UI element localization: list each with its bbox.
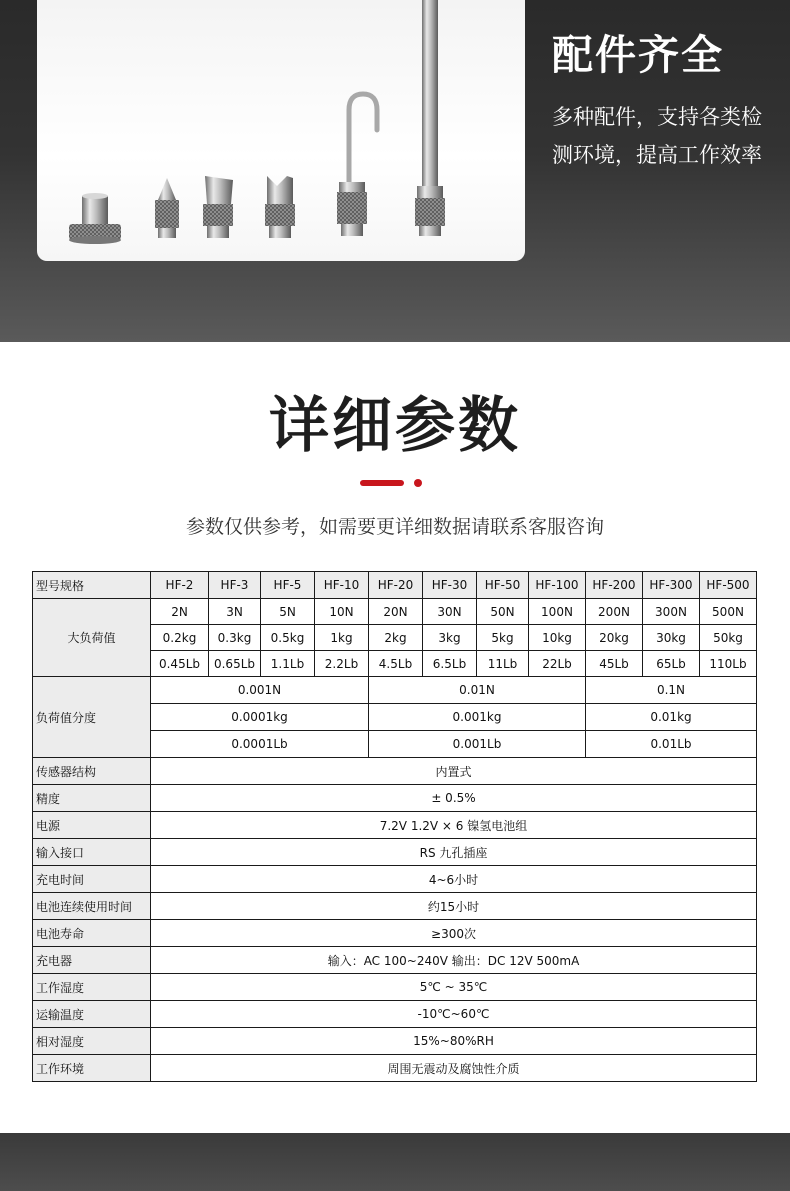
max-load-cell: 22Lb [529, 651, 586, 677]
spec-value-cell: -10℃~60℃ [151, 1001, 757, 1028]
max-load-cell: 20N [369, 599, 423, 625]
resolution-cell: 0.0001Lb [151, 731, 369, 758]
max-load-cell: 65Lb [643, 651, 700, 677]
table-row [33, 920, 757, 947]
table-row [33, 758, 757, 785]
max-load-cell: 30N [423, 599, 477, 625]
spec-value-cell: 15%~80%RH [151, 1028, 757, 1055]
table-row [33, 1028, 757, 1055]
max-load-cell: 0.45Lb [151, 651, 209, 677]
flat-head-tip [69, 193, 121, 244]
table-row [33, 599, 757, 625]
table-row [33, 785, 757, 812]
max-load-cell: 2kg [369, 625, 423, 651]
model-cell: HF-500 [700, 572, 757, 599]
spec-value-cell: 5℃ ~ 35℃ [151, 974, 757, 1001]
max-load-cell: 45Lb [586, 651, 643, 677]
max-load-cell: 10N [315, 599, 369, 625]
spec-label-cell: 充电时间 [33, 866, 151, 893]
table-row [33, 947, 757, 974]
table-row [33, 1001, 757, 1028]
resolution-cell: 0.01N [369, 677, 586, 704]
max-load-cell: 2N [151, 599, 209, 625]
spec-label-cell: 传感器结构 [33, 758, 151, 785]
resolution-cell: 0.001Lb [369, 731, 586, 758]
max-load-cell: 3kg [423, 625, 477, 651]
resolution-cell: 0.01Lb [586, 731, 757, 758]
hook-tip [337, 94, 377, 236]
table-row [33, 677, 757, 704]
max-load-cell: 3N [209, 599, 261, 625]
spec-label-cell: 运输温度 [33, 1001, 151, 1028]
max-load-cell: 30kg [643, 625, 700, 651]
max-load-cell: 110Lb [700, 651, 757, 677]
table-row [33, 893, 757, 920]
spec-value-cell: 输入：AC 100~240V 输出：DC 12V 500mA [151, 947, 757, 974]
spec-value-cell: ± 0.5% [151, 785, 757, 812]
table-row [33, 839, 757, 866]
bottom-band [0, 1133, 790, 1191]
model-cell: HF-3 [209, 572, 261, 599]
section-title: 详细参数 [269, 391, 521, 461]
spec-table [32, 571, 757, 1082]
resolution-cell: 0.001N [151, 677, 369, 704]
spec-value-cell: 7.2V 1.2V × 6 镍氢电池组 [151, 812, 757, 839]
spec-value-cell: 约15小时 [151, 893, 757, 920]
model-cell: HF-30 [423, 572, 477, 599]
max-load-cell: 20kg [586, 625, 643, 651]
notched-tip [265, 176, 295, 238]
table-row [33, 1055, 757, 1082]
max-load-cell: 100N [529, 599, 586, 625]
accessories-illustration [37, 0, 525, 261]
resolution-cell: 0.001kg [369, 704, 586, 731]
promo-title: 配件齐全 [552, 31, 724, 79]
spec-label-cell: 电池寿命 [33, 920, 151, 947]
spec-label-cell: 精度 [33, 785, 151, 812]
spec-label-cell: 电源 [33, 812, 151, 839]
max-load-cell: 50N [477, 599, 529, 625]
section-subtitle: 参数仅供参考，如需要更详细数据请联系客服咨询 [185, 516, 604, 538]
max-load-cell: 6.5Lb [423, 651, 477, 677]
spec-value-cell: 4~6小时 [151, 866, 757, 893]
title-underline [360, 480, 404, 486]
model-cell: HF-50 [477, 572, 529, 599]
resolution-label-cell: 负荷值分度 [33, 677, 151, 758]
max-load-cell: 50kg [700, 625, 757, 651]
max-load-label-cell: 大负荷值 [33, 599, 151, 677]
max-load-cell: 1kg [315, 625, 369, 651]
table-row [33, 572, 757, 599]
accessories-photo [37, 0, 525, 261]
cone-tip [155, 178, 179, 238]
table-row [33, 812, 757, 839]
spec-value-cell: 周围无震动及腐蚀性介质 [151, 1055, 757, 1082]
max-load-cell: 0.5kg [261, 625, 315, 651]
title-dot [414, 479, 422, 487]
model-cell: HF-5 [261, 572, 315, 599]
spec-label-cell: 相对湿度 [33, 1028, 151, 1055]
model-cell: HF-2 [151, 572, 209, 599]
model-cell: HF-10 [315, 572, 369, 599]
model-cell: HF-200 [586, 572, 643, 599]
spec-value-cell: ≥300次 [151, 920, 757, 947]
max-load-cell: 2.2Lb [315, 651, 369, 677]
resolution-cell: 0.01kg [586, 704, 757, 731]
accessory-banner [0, 0, 790, 342]
max-load-cell: 10kg [529, 625, 586, 651]
promo-description: 多种配件，支持各类检测环境，提高工作效率 [552, 105, 762, 167]
model-cell: HF-300 [643, 572, 700, 599]
model-cell: HF-100 [529, 572, 586, 599]
spec-value-cell: RS 九孔插座 [151, 839, 757, 866]
max-load-cell: 0.3kg [209, 625, 261, 651]
resolution-cell: 0.1N [586, 677, 757, 704]
max-load-cell: 5kg [477, 625, 529, 651]
spec-label-cell: 充电器 [33, 947, 151, 974]
model-label-cell: 型号规格 [33, 572, 151, 599]
max-load-cell: 0.2kg [151, 625, 209, 651]
model-cell: HF-20 [369, 572, 423, 599]
spec-label-cell: 工作环境 [33, 1055, 151, 1082]
resolution-cell: 0.0001kg [151, 704, 369, 731]
spec-value-cell: 内置式 [151, 758, 757, 785]
max-load-cell: 0.65Lb [209, 651, 261, 677]
max-load-cell: 300N [643, 599, 700, 625]
spec-label-cell: 工作湿度 [33, 974, 151, 1001]
extension-rod [415, 0, 445, 236]
max-load-cell: 500N [700, 599, 757, 625]
max-load-cell: 5N [261, 599, 315, 625]
max-load-cell: 4.5Lb [369, 651, 423, 677]
max-load-cell: 200N [586, 599, 643, 625]
table-row [33, 974, 757, 1001]
spec-label-cell: 输入接口 [33, 839, 151, 866]
chisel-tip [203, 176, 233, 238]
max-load-cell: 1.1Lb [261, 651, 315, 677]
table-row [33, 866, 757, 893]
spec-label-cell: 电池连续使用时间 [33, 893, 151, 920]
max-load-cell: 11Lb [477, 651, 529, 677]
